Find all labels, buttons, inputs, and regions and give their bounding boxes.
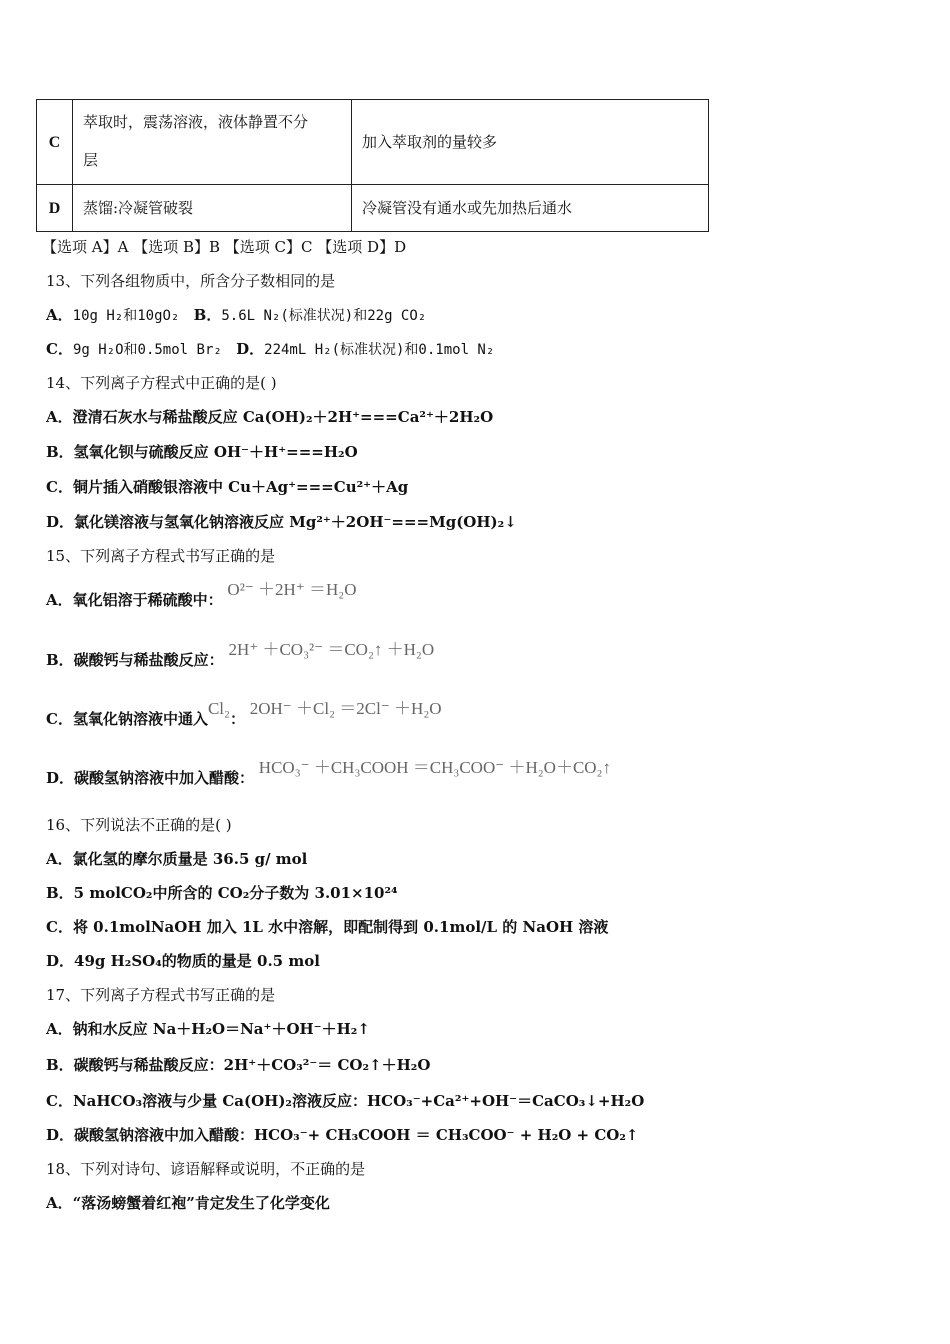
row-problem: 蒸馏:冷凝管破裂	[73, 185, 352, 232]
equation-c: 2OH⁻ ＋Cl₂ ＝2Cl⁻ ＋H₂O	[249, 699, 442, 718]
question-18-option-a: A．“落汤螃蟹着红袍”肯定发生了化学变化	[46, 1194, 330, 1212]
table-row	[37, 100, 709, 185]
row-problem	[73, 100, 352, 185]
question-15-option-a	[46, 580, 357, 610]
question-16-option-b: B．5 molCO₂中所含的 CO₂分子数为 3.01×10²⁴	[46, 884, 398, 902]
row-label: C	[37, 100, 73, 185]
question-17-option-b: B．碳酸钙与稀盐酸反应：2H⁺＋CO₃²⁻＝ CO₂↑＋H₂O	[46, 1056, 431, 1074]
option-b-text: B．碳酸钙与稀盐酸反应：	[46, 651, 224, 669]
question-14-option-a: A．澄清石灰水与稀盐酸反应 Ca(OH)₂＋2H⁺===Ca²⁺＋2H₂O	[46, 408, 494, 426]
question-13-ab	[46, 305, 426, 326]
option-d-text: D．碳酸氢钠溶液中加入醋酸：	[46, 769, 255, 787]
option-a-label: A．	[46, 306, 73, 324]
row-problem-line2: 层	[83, 151, 99, 169]
option-c-label: C．	[46, 340, 73, 358]
question-13-stem: 13、下列各组物质中，所含分子数相同的是	[46, 272, 336, 290]
answer-options: 【选项 A】A 【选项 B】B 【选项 C】C 【选项 D】D	[42, 238, 407, 256]
option-a-text: A．氧化铝溶于稀硫酸中：	[46, 591, 223, 609]
question-18-stem: 18、下列对诗句、谚语解释或说明，不正确的是	[46, 1160, 366, 1178]
question-13-cd	[46, 339, 494, 360]
question-17-stem: 17、下列离子方程式书写正确的是	[46, 986, 276, 1004]
option-d-label: D．	[236, 340, 265, 358]
row-problem-line1: 萃取时，震荡溶液，液体静置不分	[83, 113, 309, 131]
option-a-text: 10g H₂和10gO₂	[72, 308, 180, 324]
question-14-option-d: D．氯化镁溶液与氢氧化钠溶液反应 Mg²⁺＋2OH⁻===Mg(OH)₂↓	[46, 513, 517, 531]
options-table	[36, 99, 709, 232]
question-16-stem: 16、下列说法不正确的是( )	[46, 816, 232, 834]
question-16-option-a: A．氯化氢的摩尔质量是 36.5 g/ mol	[46, 850, 308, 868]
row-cause: 加入萃取剂的量较多	[352, 100, 709, 185]
table-row	[37, 185, 709, 232]
question-16-option-c: C．将 0.1molNaOH 加入 1L 水中溶解，即配制得到 0.1mol/L 的 NaOH 溶液	[46, 918, 609, 936]
equation-a: O²⁻ ＋2H⁺ ＝H₂O	[227, 580, 357, 599]
equation-c-gas: Cl₂	[207, 699, 230, 718]
option-b-text: 5.6L N₂(标准状况)和22g CO₂	[221, 308, 427, 324]
question-14-stem: 14、下列离子方程式中正确的是( )	[46, 374, 277, 392]
question-14-option-c: C．铜片插入硝酸银溶液中 Cu＋Ag⁺===Cu²⁺＋Ag	[46, 478, 409, 496]
question-16-option-d: D．49g H₂SO₄的物质的量是 0.5 mol	[46, 952, 320, 970]
question-17-option-c: C．NaHCO₃溶液与少量 Ca(OH)₂溶液反应：HCO₃⁻+Ca²⁺+OH⁻＝CaCO₃↓+H₂O	[46, 1092, 645, 1110]
question-17-option-a: A．钠和水反应 Na＋H₂O＝Na⁺＋OH⁻＋H₂↑	[46, 1020, 370, 1038]
question-14-option-b: B．氢氧化钡与硫酸反应 OH⁻＋H⁺===H₂O	[46, 443, 358, 461]
question-15-option-d	[46, 758, 611, 788]
question-15-option-b	[46, 640, 435, 670]
option-c-separator: ：	[229, 710, 245, 728]
question-15-stem: 15、下列离子方程式书写正确的是	[46, 547, 276, 565]
option-c-text: C．氢氧化钠溶液中通入	[46, 710, 208, 728]
row-cause: 冷凝管没有通水或先加热后通水	[352, 185, 709, 232]
equation-b: 2H⁺ ＋CO₃²⁻ ＝CO₂↑ ＋H₂O	[228, 640, 435, 659]
question-15-option-c	[46, 699, 442, 729]
option-c-text: 9g H₂O和0.5mol Br₂	[72, 342, 222, 358]
equation-d: HCO₃⁻ ＋CH₃COOH ＝CH₃COO⁻ ＋H₂O＋CO₂↑	[258, 758, 611, 777]
option-b-label: B．	[193, 306, 222, 324]
question-17-option-d: D．碳酸氢钠溶液中加入醋酸：HCO₃⁻+ CH₃COOH ＝ CH₃COO⁻ + H₂O + CO₂↑	[46, 1126, 639, 1144]
row-label: D	[37, 185, 73, 232]
option-d-text: 224mL H₂(标准状况)和0.1mol N₂	[264, 342, 495, 358]
